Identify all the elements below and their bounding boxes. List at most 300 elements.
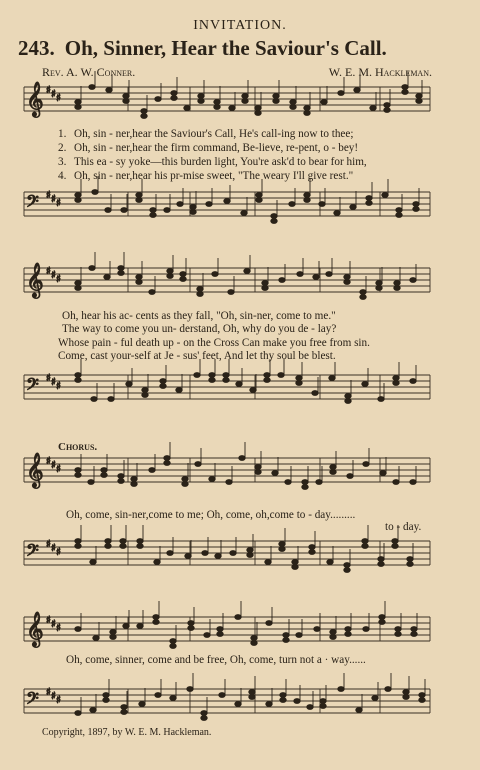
note-head: [236, 382, 242, 387]
note-head: [279, 278, 285, 283]
note-head: [384, 103, 390, 108]
note-head: [103, 693, 109, 698]
sharp-icon: ♯: [51, 89, 56, 100]
note-head: [123, 94, 129, 99]
note-head: [302, 485, 308, 490]
note-head: [320, 699, 326, 704]
note-head: [198, 99, 204, 104]
note-head: [136, 198, 142, 203]
verse-number: 4.: [58, 170, 67, 182]
note-head: [273, 94, 279, 99]
verse-text: Oh, sin - ner,hear the firm command, Be-lieve, re-pent, o - bey!: [74, 142, 359, 154]
note-head: [209, 373, 215, 378]
note-head: [403, 695, 409, 700]
note-head: [75, 711, 81, 716]
note-head: [150, 208, 156, 213]
note-head: [241, 211, 247, 216]
note-head: [249, 695, 255, 700]
note-head: [121, 208, 127, 213]
verse-line: Come, cast your-self at Je - sus' feet, And let thy soul be blest.: [58, 350, 336, 362]
treble-clef-icon: 𝄞: [26, 453, 44, 488]
note-head: [136, 193, 142, 198]
note-head: [273, 99, 279, 104]
note-head: [235, 615, 241, 620]
note-head: [362, 539, 368, 544]
note-head: [396, 213, 402, 218]
note-head: [313, 275, 319, 280]
note-head: [118, 266, 124, 271]
note-head: [354, 88, 360, 93]
note-head: [149, 290, 155, 295]
note-head: [402, 85, 408, 90]
note-head: [118, 474, 124, 479]
note-head: [279, 547, 285, 552]
note-head: [410, 278, 416, 283]
sharp-icon: ♯: [46, 190, 51, 201]
note-head: [195, 462, 201, 467]
note-head: [280, 693, 286, 698]
note-head: [265, 560, 271, 565]
note-head: [118, 271, 124, 276]
note-head: [188, 626, 194, 631]
note-head: [262, 286, 268, 291]
note-head: [289, 202, 295, 207]
note-head: [278, 373, 284, 378]
sharp-icon: ♯: [56, 547, 61, 558]
note-head: [350, 205, 356, 210]
note-head: [223, 378, 229, 383]
verse-line: [58, 128, 353, 140]
sharp-icon: ♯: [56, 464, 61, 475]
note-head: [392, 539, 398, 544]
note-head: [204, 633, 210, 638]
note-head: [249, 690, 255, 695]
note-head: [170, 696, 176, 701]
note-head: [393, 381, 399, 386]
note-head: [155, 97, 161, 102]
note-head: [215, 554, 221, 559]
verse-text: This ea - sy yoke—this burden light, You're ask'd to bear for him,: [74, 156, 367, 168]
verse-number: 1.: [58, 128, 67, 140]
note-head: [247, 548, 253, 553]
note-head: [167, 274, 173, 279]
note-head: [110, 630, 116, 635]
note-head: [283, 638, 289, 643]
hymn-number: 243.: [18, 36, 55, 60]
note-head: [90, 708, 96, 713]
note-head: [394, 281, 400, 286]
note-head: [120, 544, 126, 549]
sharp-icon: ♯: [51, 460, 56, 471]
note-head: [187, 687, 193, 692]
note-head: [344, 563, 350, 568]
note-head: [330, 465, 336, 470]
note-head: [164, 456, 170, 461]
note-head: [410, 480, 416, 485]
chorus-label: Chorus.: [58, 441, 98, 453]
note-head: [105, 539, 111, 544]
note-head: [297, 272, 303, 277]
note-head: [334, 211, 340, 216]
note-head: [378, 562, 384, 567]
note-head: [262, 281, 268, 286]
note-head: [93, 636, 99, 641]
note-head: [120, 539, 126, 544]
note-head: [271, 214, 277, 219]
note-head: [372, 696, 378, 701]
note-head: [242, 99, 248, 104]
note-head: [384, 108, 390, 113]
note-head: [137, 544, 143, 549]
note-head: [256, 193, 262, 198]
note-head: [214, 100, 220, 105]
note-head: [182, 482, 188, 487]
note-head: [188, 621, 194, 626]
note-head: [312, 391, 318, 396]
note-head: [121, 705, 127, 710]
note-head: [344, 275, 350, 280]
page-header: INVITATION.: [193, 18, 287, 33]
note-head: [362, 382, 368, 387]
sharp-icon: ♯: [46, 539, 51, 550]
note-head: [229, 106, 235, 111]
note-head: [142, 388, 148, 393]
note-head: [164, 461, 170, 466]
note-head: [101, 468, 107, 473]
note-head: [266, 702, 272, 707]
note-head: [393, 376, 399, 381]
note-head: [180, 277, 186, 282]
note-head: [121, 710, 127, 715]
note-head: [171, 96, 177, 101]
note-head: [330, 635, 336, 640]
sharp-icon: ♯: [51, 543, 56, 554]
note-head: [271, 219, 277, 224]
note-head: [75, 286, 81, 291]
staff: [24, 541, 430, 565]
note-head: [103, 698, 109, 703]
note-head: [149, 468, 155, 473]
note-head: [382, 193, 388, 198]
note-head: [206, 202, 212, 207]
note-head: [395, 627, 401, 632]
note-head: [403, 690, 409, 695]
note-head: [380, 471, 386, 476]
note-head: [285, 480, 291, 485]
note-head: [75, 281, 81, 286]
note-head: [338, 687, 344, 692]
note-head: [326, 272, 332, 277]
sharp-icon: ♯: [51, 691, 56, 702]
treble-clef-icon: 𝄞: [26, 82, 44, 117]
sharp-icon: ♯: [51, 619, 56, 630]
note-head: [75, 100, 81, 105]
note-head: [395, 632, 401, 637]
note-head: [217, 627, 223, 632]
note-head: [345, 632, 351, 637]
note-head: [235, 702, 241, 707]
note-head: [217, 632, 223, 637]
note-head: [379, 620, 385, 625]
sharp-icon: ♯: [56, 274, 61, 285]
note-head: [105, 208, 111, 213]
note-head: [376, 286, 382, 291]
note-head: [345, 627, 351, 632]
note-head: [126, 382, 132, 387]
note-head: [280, 698, 286, 703]
note-head: [347, 474, 353, 479]
note-head: [411, 632, 417, 637]
note-head: [255, 111, 261, 116]
note-head: [153, 615, 159, 620]
note-head: [75, 627, 81, 632]
note-head: [416, 94, 422, 99]
note-head: [327, 560, 333, 565]
note-head: [356, 708, 362, 713]
note-head: [292, 565, 298, 570]
note-head: [226, 480, 232, 485]
note-head: [201, 716, 207, 721]
note-head: [264, 378, 270, 383]
note-head: [212, 272, 218, 277]
note-head: [209, 378, 215, 383]
note-head: [296, 633, 302, 638]
note-head: [198, 94, 204, 99]
note-head: [239, 456, 245, 461]
note-head: [75, 468, 81, 473]
note-head: [105, 544, 111, 549]
staff: [24, 689, 430, 713]
note-head: [320, 704, 326, 709]
note-head: [110, 635, 116, 640]
note-head: [304, 106, 310, 111]
note-head: [366, 201, 372, 206]
verse-number: 3.: [58, 156, 67, 168]
sharp-icon: ♯: [56, 93, 61, 104]
note-head: [75, 473, 81, 478]
note-head: [304, 193, 310, 198]
note-head: [182, 477, 188, 482]
bass-clef-icon: 𝄢: [26, 688, 39, 712]
note-head: [142, 393, 148, 398]
treble-clef-icon: 𝄞: [26, 612, 44, 647]
note-head: [290, 100, 296, 105]
sharp-icon: ♯: [51, 194, 56, 205]
sharp-icon: ♯: [46, 687, 51, 698]
note-head: [393, 480, 399, 485]
note-head: [376, 281, 382, 286]
note-head: [190, 210, 196, 215]
note-head: [362, 544, 368, 549]
note-head: [75, 378, 81, 383]
note-head: [304, 198, 310, 203]
note-head: [190, 205, 196, 210]
note-head: [136, 275, 142, 280]
note-head: [123, 624, 129, 629]
verse-line: [58, 156, 367, 168]
note-head: [407, 557, 413, 562]
note-head: [75, 198, 81, 203]
note-head: [171, 91, 177, 96]
note-head: [319, 202, 325, 207]
note-head: [296, 376, 302, 381]
note-head: [309, 550, 315, 555]
sharp-icon: ♯: [46, 266, 51, 277]
note-head: [170, 644, 176, 649]
verse-line: Oh, hear his ac- cents as they fall, "Oh, sin-ner, come to me.": [62, 310, 336, 322]
note-head: [378, 557, 384, 562]
note-head: [131, 482, 137, 487]
note-head: [202, 551, 208, 556]
verse-text: Oh, sin - ner,hear his pr-mise sweet, "The weary I'll give rest.": [74, 170, 354, 182]
note-head: [244, 269, 250, 274]
note-head: [321, 100, 327, 105]
note-head: [338, 91, 344, 96]
note-head: [90, 560, 96, 565]
bass-clef-icon: 𝄢: [26, 191, 39, 215]
note-head: [176, 388, 182, 393]
note-head: [304, 111, 310, 116]
treble-clef-icon: 𝄞: [26, 263, 44, 298]
note-head: [266, 621, 272, 626]
sharp-icon: ♯: [51, 270, 56, 281]
note-head: [366, 196, 372, 201]
note-head: [141, 114, 147, 119]
note-head: [283, 633, 289, 638]
note-head: [137, 624, 143, 629]
note-head: [329, 376, 335, 381]
chorus-line-1-extra: to - day.: [385, 521, 422, 533]
note-head: [413, 202, 419, 207]
note-head: [302, 480, 308, 485]
note-head: [75, 539, 81, 544]
note-head: [314, 627, 320, 632]
note-head: [363, 462, 369, 467]
note-head: [251, 636, 257, 641]
note-head: [164, 208, 170, 213]
note-head: [392, 544, 398, 549]
note-head: [255, 465, 261, 470]
verse-line: Whose pain - ful death up - on the Cross Can make you free from sin.: [58, 337, 370, 349]
note-head: [219, 693, 225, 698]
note-head: [279, 542, 285, 547]
note-head: [153, 620, 159, 625]
note-head: [89, 266, 95, 271]
note-head: [402, 90, 408, 95]
note-head: [309, 545, 315, 550]
note-head: [91, 397, 97, 402]
note-head: [136, 280, 142, 285]
note-head: [413, 207, 419, 212]
note-head: [344, 568, 350, 573]
note-head: [411, 627, 417, 632]
sharp-icon: ♯: [46, 373, 51, 384]
note-head: [177, 202, 183, 207]
note-head: [363, 627, 369, 632]
note-head: [185, 554, 191, 559]
note-head: [307, 705, 313, 710]
verse-line: The way to come you un- derstand, Oh, why do you de - lay?: [62, 323, 337, 335]
note-head: [294, 699, 300, 704]
note-head: [247, 553, 253, 558]
note-head: [394, 286, 400, 291]
note-head: [379, 615, 385, 620]
note-head: [106, 88, 112, 93]
staff: [24, 87, 430, 111]
note-head: [160, 384, 166, 389]
sharp-icon: ♯: [56, 381, 61, 392]
sharp-icon: ♯: [56, 198, 61, 209]
note-head: [330, 470, 336, 475]
note-head: [272, 471, 278, 476]
note-head: [104, 275, 110, 280]
note-head: [255, 106, 261, 111]
verse-line: [58, 170, 353, 182]
bass-clef-icon: 𝄢: [26, 374, 39, 398]
sharp-icon: ♯: [56, 623, 61, 634]
note-head: [118, 479, 124, 484]
note-head: [410, 379, 416, 384]
note-head: [344, 280, 350, 285]
verse-number: 2.: [58, 142, 67, 154]
sharp-icon: ♯: [46, 85, 51, 96]
verse-text: Oh, sin - ner,hear the Saviour's Call, He's call-ing now to thee;: [74, 128, 354, 140]
note-head: [131, 477, 137, 482]
note-head: [108, 397, 114, 402]
note-head: [139, 702, 145, 707]
note-head: [75, 105, 81, 110]
note-head: [184, 106, 190, 111]
staff: [24, 268, 430, 292]
note-head: [209, 477, 215, 482]
note-head: [88, 480, 94, 485]
note-head: [345, 399, 351, 404]
note-head: [223, 373, 229, 378]
note-head: [89, 85, 95, 90]
note-head: [160, 379, 166, 384]
note-head: [194, 373, 200, 378]
note-head: [141, 109, 147, 114]
note-head: [167, 551, 173, 556]
note-head: [360, 295, 366, 300]
note-head: [378, 397, 384, 402]
note-head: [75, 373, 81, 378]
note-head: [396, 208, 402, 213]
note-head: [92, 190, 98, 195]
note-head: [75, 544, 81, 549]
note-head: [123, 99, 129, 104]
note-head: [155, 693, 161, 698]
note-head: [292, 560, 298, 565]
note-head: [360, 290, 366, 295]
composer-credit: W. E. M. Hackleman.: [328, 65, 432, 79]
note-head: [255, 470, 261, 475]
sharp-icon: ♯: [56, 695, 61, 706]
note-head: [75, 193, 81, 198]
copyright-notice: Copyright, 1897, by W. E. M. Hackleman.: [42, 727, 212, 738]
note-head: [296, 381, 302, 386]
note-head: [419, 693, 425, 698]
note-head: [264, 373, 270, 378]
hymn-title-text: Oh, Sinner, Hear the Saviour's Call.: [64, 36, 387, 60]
note-head: [137, 539, 143, 544]
note-head: [197, 287, 203, 292]
note-head: [230, 551, 236, 556]
chorus-line-2: Oh, come, sinner, come and be free, Oh, come, turn not a · way......: [66, 654, 366, 666]
author-credit: Rev. A. W. Conner.: [42, 65, 136, 79]
note-head: [154, 560, 160, 565]
note-head: [290, 105, 296, 110]
